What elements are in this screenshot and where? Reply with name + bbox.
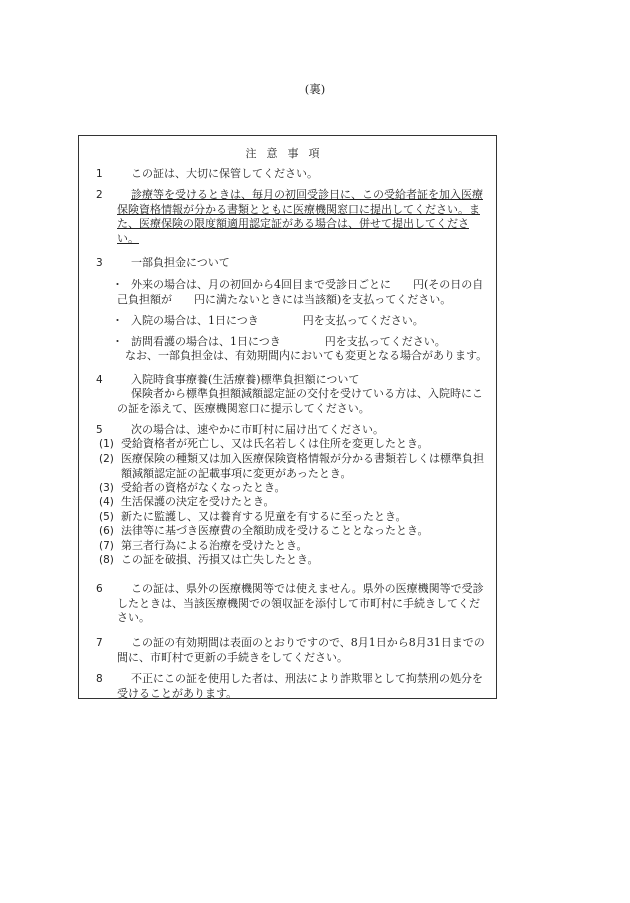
page-side-label: (裏) (304, 82, 326, 96)
notice-box: 注意事項 1 この証は、大切に保管してください。 2 診療等を受けるときは、毎月の初回受診日に、この受給者証を加入医療保険資格情報が分かる書類とともに医療機関窓口に提出してください。また、医療保険の限度額適用認定証がある場合は、併せて提出してください。 3 一部負担金について ・ 外来の場合は、月の初回から4回目まで受診日ごとに 円(その日の自己負担額が 円に満たないときには当該額)を支払ってください。 ・ 入院の場合は、1日につき 円を支払ってください。 ・ 訪問看護の場合は、1日につき 円を支払ってください。 なお、一部負担金は、有効期間内においても変更となる場合があります。 4 入院時食事療養(生活療養)標準負担額について 保険者から標準負担額減額認定証の交付を受けている方は、入院時にこの証を添えて、医療機関窓口に提示してください。 5 次の場合は、速やかに市町村に届け出てください。 (1) 受給資格者が死亡し、又は氏名若しくは住所を変更したとき。 (2) 医療保険の種類又は加入医療保険資格情報が分かる書類若しくは標準負担額減額認定証の記載事項に変更があったとき。 (3) 受給者の資格がなくなったとき。 (4) 生活保護の決定を受けたとき。 (5) 新たに監護し、又は養育する児童を有するに至ったとき。 (6) 法律等に基づき医療費の全額助成を受けることとなったとき。 (7) 第三者行為による治療を受けたとき。 (8) この証を破損、汚損又は亡失したとき。 6 この証は、県外の医療機関等では使えません。県外の医療機関等で受診したときは、当該医療機関での領収証を添付して市町村に手続きしてください。 7 この証の有効期間は表面のとおりですので、8月1日から8月31日までの間に、市町村で更新の手続きをしてください。 8 不正にこの証を使用した者は、刑法により詐欺罪として拘禁刑の処分を受けることがあります。 (78, 135, 497, 699)
notice-title: 注意事項 (245, 147, 330, 160)
